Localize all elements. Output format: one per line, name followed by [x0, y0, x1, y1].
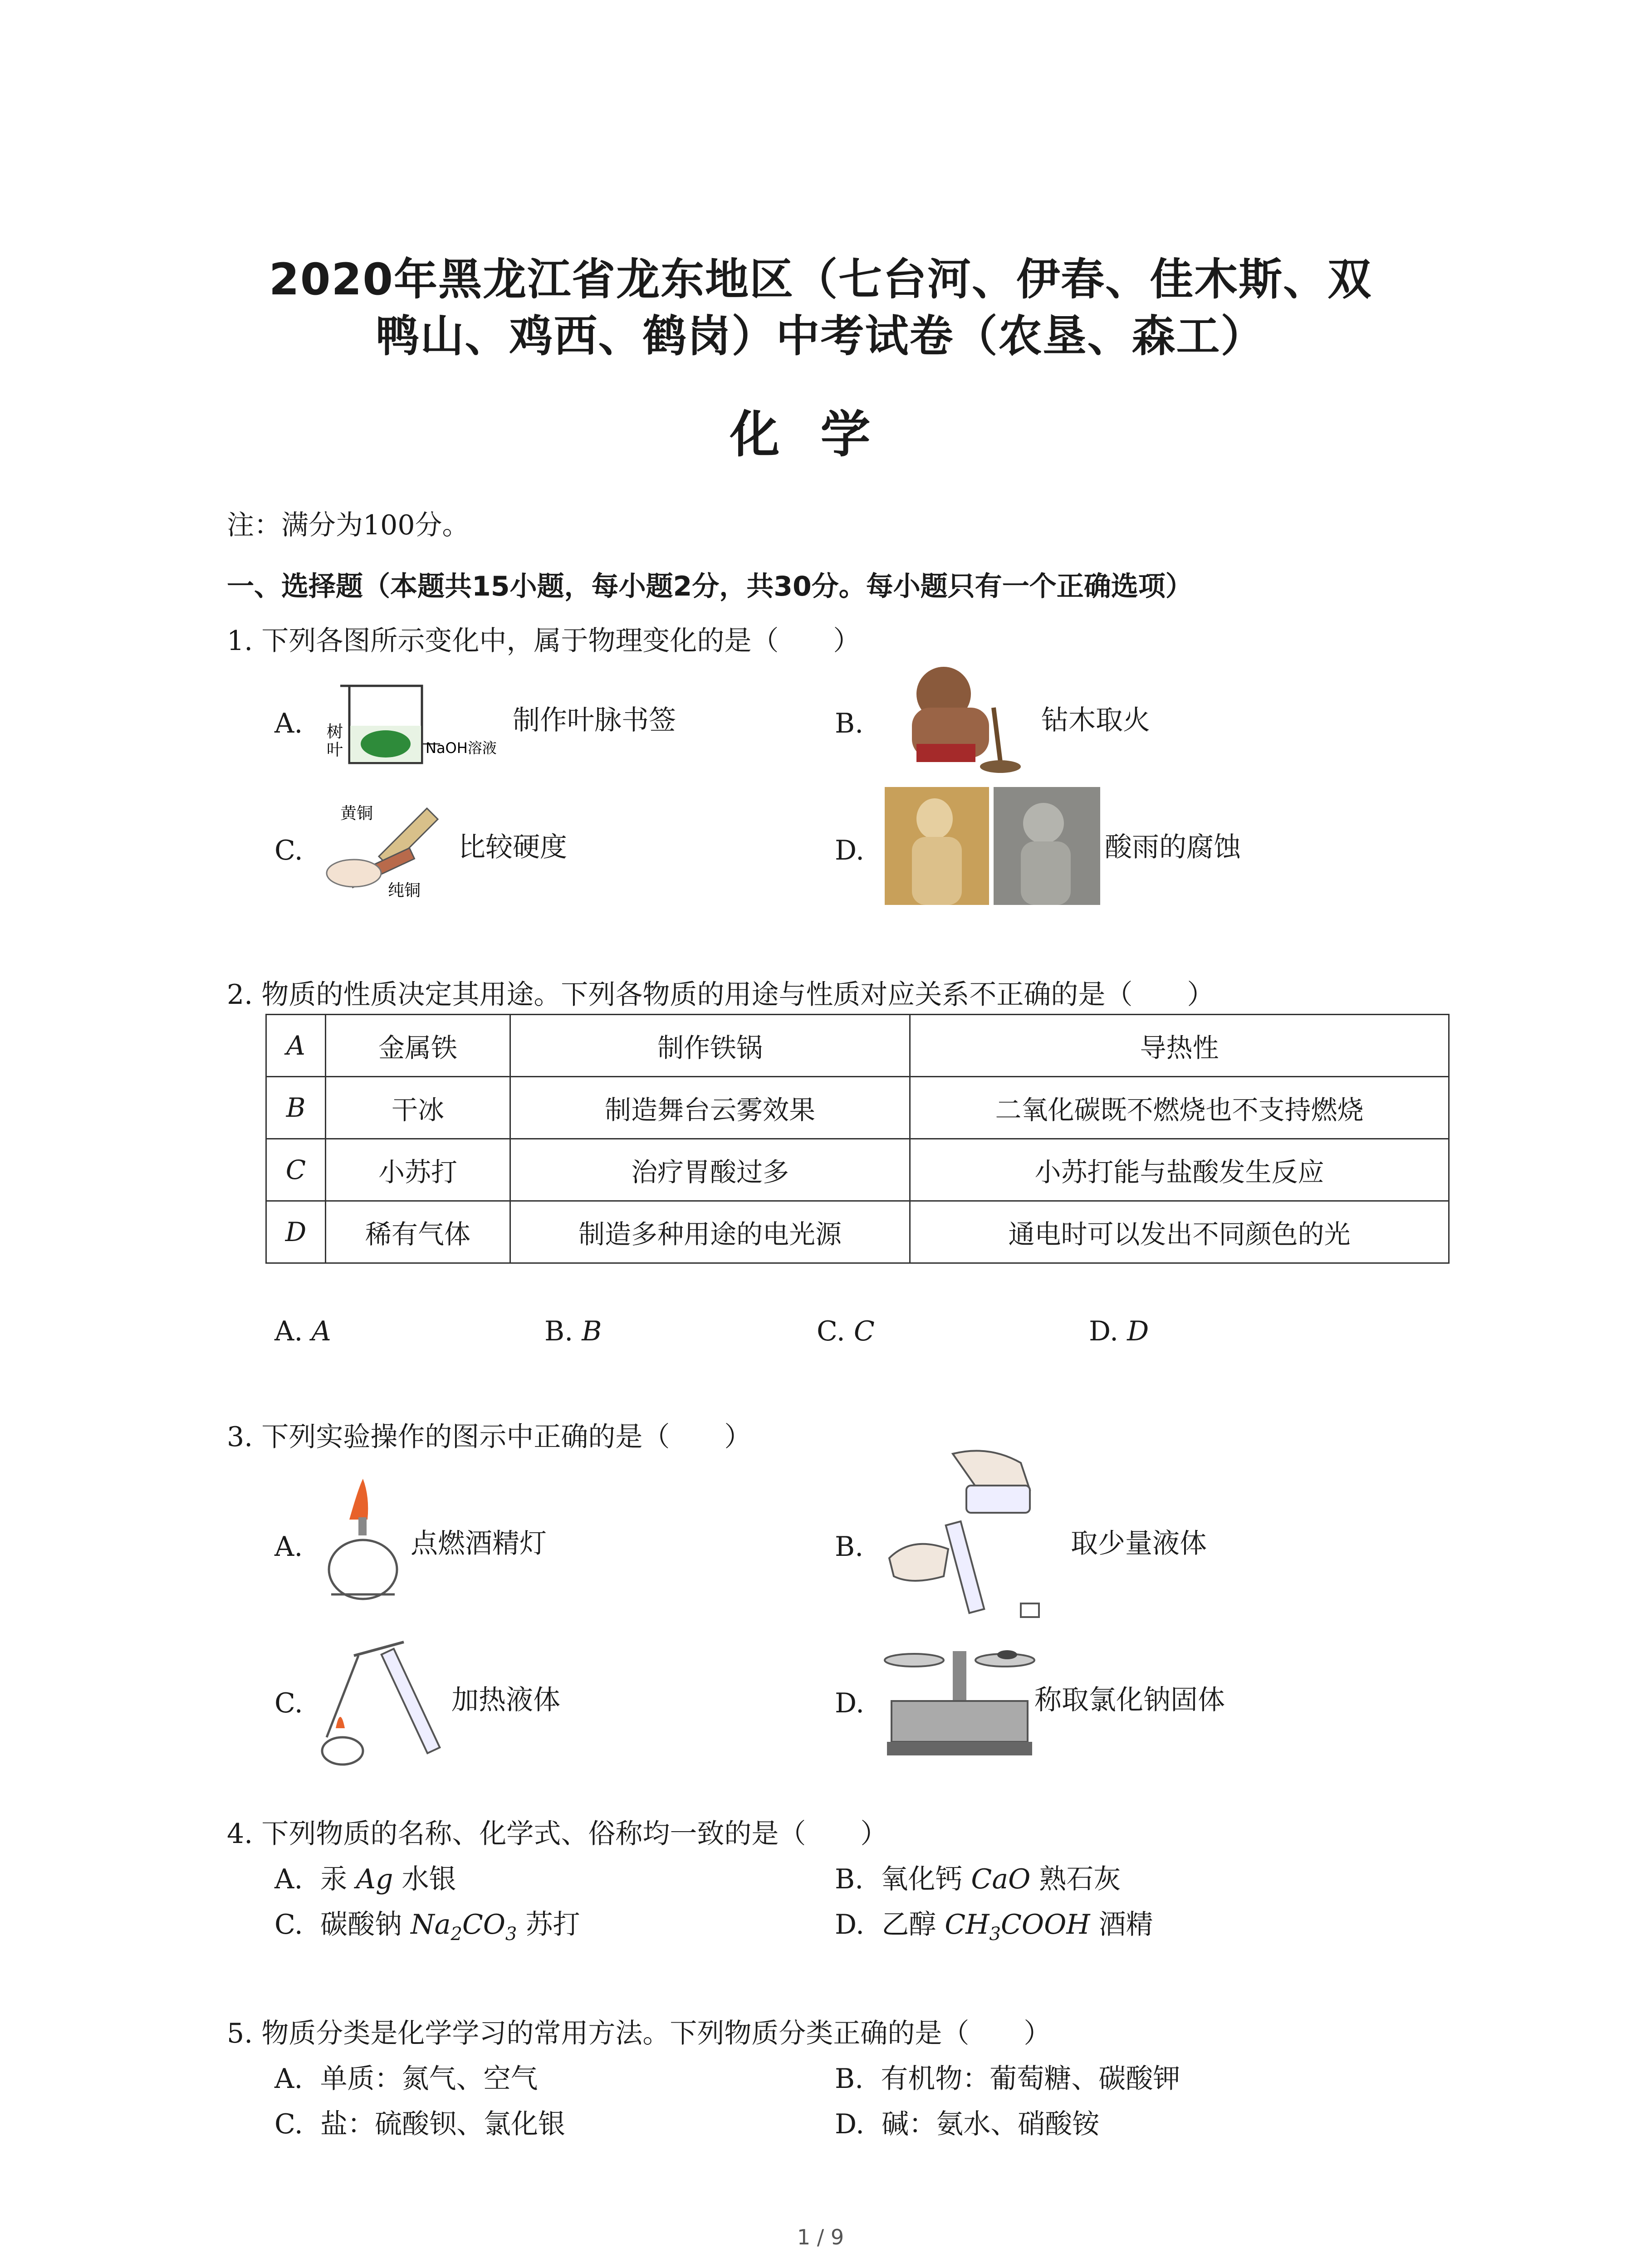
q2-option-a: A. A	[274, 1315, 331, 1347]
q3-stem: 3. 下列实验操作的图示中正确的是（ ）	[227, 1421, 752, 1453]
acid-rain-statues-figure	[885, 787, 1100, 905]
q4-option-a: A. 汞 Ag 水银	[274, 1863, 456, 1895]
fig-label-tree: 树	[327, 723, 343, 741]
leaf-vein-beaker-figure	[322, 680, 513, 771]
table-cell: 稀有气体	[326, 1201, 510, 1263]
table-cell: 治疗胃酸过多	[510, 1139, 910, 1201]
table-cell: B	[266, 1077, 326, 1139]
q5-option-d: D. 碱：氨水、硝酸铵	[835, 2108, 1100, 2140]
q2-option-d: D. D	[1089, 1315, 1149, 1347]
heat-liquid-figure	[318, 1637, 454, 1769]
section-heading: 一、选择题（本题共15小题，每小题2分，共30分。每小题只有一个正确选项）	[227, 571, 1193, 602]
table-cell: D	[266, 1201, 326, 1263]
q3-option-a-caption: 点燃酒精灯	[411, 1528, 547, 1559]
q5-option-c: C. 盐：硫酸钡、氯化银	[274, 2108, 565, 2140]
table-cell: 制作铁锅	[510, 1015, 910, 1077]
q1-option-b-letter: B.	[835, 708, 864, 739]
table-cell: 小苏打能与盐酸发生反应	[910, 1139, 1449, 1201]
fig-label-pure-copper: 纯铜	[388, 881, 421, 900]
q4-option-b: B. 氧化钙 CaO 熟石灰	[835, 1863, 1121, 1895]
hardness-comparison-figure	[320, 798, 460, 903]
table-cell: C	[266, 1139, 326, 1201]
q5-option-a: A. 单质：氮气、空气	[274, 2063, 538, 2095]
q1-option-d-letter: D.	[835, 835, 865, 866]
q1-option-c-letter: C.	[274, 835, 303, 866]
table-cell: 小苏打	[326, 1139, 510, 1201]
alcohol-lamp-figure	[318, 1479, 408, 1606]
table-row	[266, 1015, 1449, 1077]
q3-option-d-letter: D.	[835, 1687, 865, 1719]
q3-option-b-letter: B.	[835, 1531, 864, 1563]
q2-option-c: C. C	[817, 1315, 875, 1347]
table-cell: 通电时可以发出不同颜色的光	[910, 1201, 1449, 1263]
page-number: 1 / 9	[797, 2225, 844, 2249]
q1-option-a-letter: A.	[274, 708, 303, 739]
q2-table	[265, 1014, 1450, 1264]
table-cell: 导热性	[910, 1015, 1449, 1077]
table-cell: 制造舞台云雾效果	[510, 1077, 910, 1139]
pour-liquid-figure	[885, 1445, 1066, 1635]
q1-option-b-caption: 钻木取火	[1041, 704, 1150, 736]
q3-option-c-letter: C.	[274, 1687, 303, 1719]
q2-stem: 2. 物质的性质决定其用途。下列各物质的用途与性质对应关系不正确的是（ ）	[227, 979, 1215, 1011]
q3-option-d-caption: 称取氯化钠固体	[1034, 1684, 1225, 1716]
drilling-wood-fire-figure	[885, 653, 1039, 780]
exam-title-line1: 2020年黑龙江省龙东地区（七台河、伊春、佳木斯、双	[269, 254, 1372, 305]
fig-label-leaf: 叶	[327, 741, 343, 759]
q1-option-a-caption: 制作叶脉书签	[513, 704, 676, 736]
table-row	[266, 1139, 1449, 1201]
fig-label-naoh: NaOH溶液	[426, 739, 497, 757]
table-cell: 干冰	[326, 1077, 510, 1139]
q3-option-c-caption: 加热液体	[451, 1684, 560, 1716]
q3-option-b-caption: 取少量液体	[1071, 1528, 1207, 1559]
q5-stem: 5. 物质分类是化学学习的常用方法。下列物质分类正确的是（ ）	[227, 2018, 1051, 2049]
q4-option-d: D. 乙醇 $CH_3COOH$ 酒精	[835, 1909, 1153, 1945]
table-cell: 二氧化碳既不燃烧也不支持燃烧	[910, 1077, 1449, 1139]
q3-option-a-letter: A.	[274, 1531, 303, 1563]
subject-title: 化学	[730, 406, 911, 464]
table-cell: A	[266, 1015, 326, 1077]
score-note: 注：满分为100分。	[227, 509, 470, 541]
q2-option-b: B. B	[544, 1315, 602, 1347]
table-cell: 金属铁	[326, 1015, 510, 1077]
exam-title-line2: 鸭山、鸡西、鹤岗）中考试卷（农垦、森工）	[376, 311, 1265, 362]
q4-option-c: C. 碳酸钠 $Na_2CO_3$ 苏打	[274, 1909, 580, 1945]
balance-scale-figure	[882, 1637, 1037, 1760]
table-row	[266, 1077, 1449, 1139]
q1-option-c-caption: 比较硬度	[458, 831, 567, 863]
fig-label-brass: 黄铜	[340, 804, 373, 823]
q1-option-d-caption: 酸雨的腐蚀	[1105, 831, 1241, 863]
q4-stem: 4. 下列物质的名称、化学式、俗称均一致的是（ ）	[227, 1818, 888, 1850]
q1-stem: 1. 下列各图所示变化中，属于物理变化的是（ ）	[227, 625, 861, 657]
table-row	[266, 1201, 1449, 1263]
q5-option-b: B. 有机物：葡萄糖、碳酸钾	[835, 2063, 1181, 2095]
table-cell: 制造多种用途的电光源	[510, 1201, 910, 1263]
